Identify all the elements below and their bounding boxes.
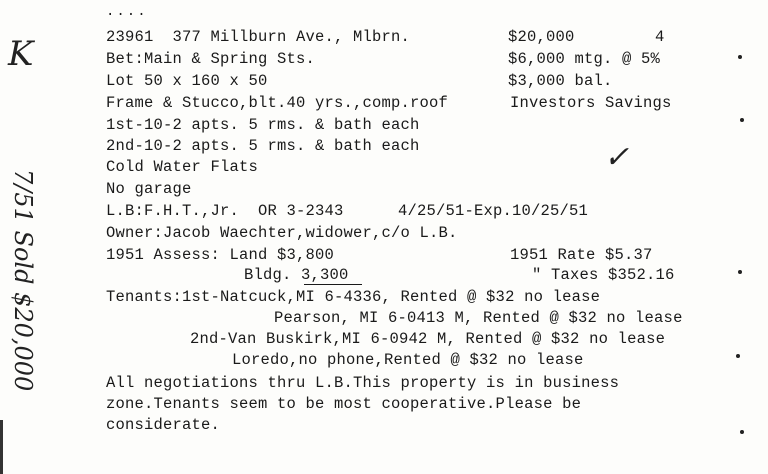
lot-size: Lot 50 x 160 x 50: [106, 72, 268, 90]
remarks-line-2: zone.Tenants seem to be most cooperative.Please be: [106, 395, 582, 413]
card-number: 4: [655, 28, 665, 46]
check-mark: ✓: [604, 140, 630, 175]
flat-type: Cold Water Flats: [106, 158, 259, 176]
listing-broker: L.B:F.H.T.,Jr. OR 3-2343: [106, 202, 344, 220]
card-edge: [0, 420, 3, 474]
margin-dot: [736, 354, 740, 358]
margin-dot: [740, 118, 744, 122]
assessment-building: Bldg. 3,300: [244, 266, 349, 284]
bldg-underline: [304, 284, 362, 285]
tenant-3: 2nd-Van Buskirk,MI 6-0942 M, Rented @ $32 no lease: [190, 330, 666, 348]
tenant-4: Loredo,no phone,Rented @ $32 no lease: [232, 351, 584, 369]
tax-rate: 1951 Rate $5.37: [510, 246, 653, 264]
listing-id-address: 23961 377 Millburn Ave., Mlbrn.: [106, 28, 411, 46]
margin-dot: [738, 55, 742, 59]
mortgage: $6,000 mtg. @ 5%: [508, 50, 661, 68]
garage-note: No garage: [106, 180, 192, 198]
handwritten-corner-mark: K: [8, 34, 34, 74]
tenant-2: Pearson, MI 6-0413 M, Rented @ $32 no lease: [274, 309, 683, 327]
remarks-line-3: considerate.: [106, 416, 221, 434]
assessment-land: 1951 Assess: Land $3,800: [106, 246, 335, 264]
handwritten-sold-note: 7/51 Sold $20,000: [9, 169, 37, 392]
second-floor-apts: 2nd-10-2 apts. 5 rms. & bath each: [106, 137, 420, 155]
tenant-1: Tenants:1st-Natcuck,MI 6-4336, Rented @ $32 no lease: [106, 288, 601, 306]
header-dots: ....: [106, 4, 148, 20]
remarks-line-1: All negotiations thru L.B.This property is in business: [106, 374, 620, 392]
margin-dot: [740, 430, 744, 434]
price: $20,000: [508, 28, 575, 46]
balance: $3,000 bal.: [508, 72, 613, 90]
listing-dates: 4/25/51-Exp.10/25/51: [398, 202, 589, 220]
owner: Owner:Jacob Waechter,widower,c/o L.B.: [106, 224, 458, 242]
margin-dot: [738, 270, 742, 274]
first-floor-apts: 1st-10-2 apts. 5 rms. & bath each: [106, 116, 420, 134]
taxes: " Taxes $352.16: [532, 266, 675, 284]
construction: Frame & Stucco,blt.40 yrs.,comp.roof: [106, 94, 449, 112]
location-between: Bet:Main & Spring Sts.: [106, 50, 316, 68]
lender: Investors Savings: [510, 94, 672, 112]
